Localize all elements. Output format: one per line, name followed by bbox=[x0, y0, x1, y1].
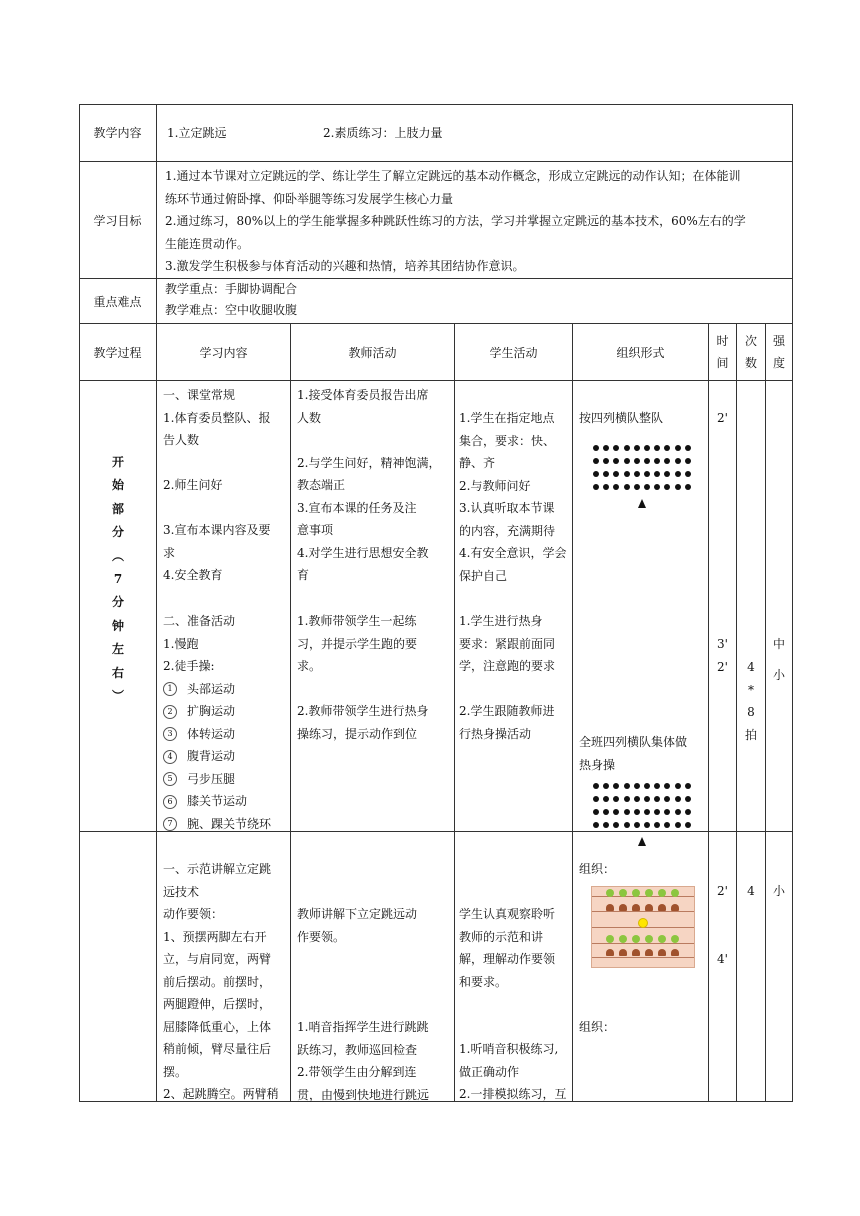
text-line: 摆。 bbox=[163, 1064, 188, 1079]
start-organization-cell bbox=[573, 381, 709, 832]
student-dot bbox=[644, 783, 650, 789]
text-line: 2.教师带领学生进行热身 bbox=[297, 704, 429, 718]
text-line: 2.与学生问好，精神饱满， bbox=[297, 455, 441, 470]
student-dot bbox=[685, 484, 691, 490]
goals-line: 生能连贯动作。 bbox=[165, 236, 250, 251]
student-dot bbox=[593, 458, 599, 464]
student-dot bbox=[675, 445, 681, 451]
lesson-plan-table bbox=[79, 104, 793, 1102]
exercise-item bbox=[163, 745, 271, 768]
text-line: 教师的示范和讲 bbox=[459, 929, 544, 944]
header-learning bbox=[157, 324, 291, 381]
student-dot bbox=[675, 458, 681, 464]
goals-line: 练环节通过俯卧撑、仰卧举腿等练习发展学生核心力量 bbox=[165, 191, 454, 206]
student-dot bbox=[603, 783, 609, 789]
goals-label-cell bbox=[79, 162, 157, 279]
exercise-label: 弓步压腿 bbox=[187, 771, 236, 786]
teacher-triangle-icon bbox=[638, 499, 646, 508]
practice-field-diagram bbox=[591, 886, 695, 968]
exercise-item bbox=[163, 700, 271, 723]
text-line: 3.宣布本课内容及要 bbox=[163, 523, 271, 537]
count-value: 4 bbox=[747, 884, 755, 898]
exercise-label: 体转运动 bbox=[187, 726, 236, 741]
text-line: 2.师生问好 bbox=[163, 478, 223, 492]
start-learning-cell bbox=[157, 381, 291, 832]
header-time bbox=[709, 324, 737, 381]
text-line: 3.认真听取本节课 bbox=[459, 501, 555, 515]
count-char: 4 bbox=[747, 660, 755, 674]
student-dot bbox=[603, 484, 609, 490]
text-line: 保护自己 bbox=[459, 568, 508, 583]
text-line: 热身操 bbox=[579, 757, 616, 772]
text-line: 1.学生在指定地点 bbox=[459, 411, 555, 425]
heart-student-icon bbox=[619, 949, 627, 956]
text-line: 4.有安全意识，学会 bbox=[459, 546, 567, 560]
basic-organization-cell bbox=[573, 832, 709, 1102]
heart-student-icon bbox=[671, 949, 679, 956]
green-student-icon bbox=[632, 889, 640, 897]
student-dot bbox=[664, 471, 670, 477]
green-student-icon bbox=[619, 889, 627, 897]
basic-learning-text bbox=[163, 858, 279, 1106]
basic-intensity-cell bbox=[766, 832, 793, 1102]
heart-student-icon bbox=[658, 949, 666, 956]
student-dot bbox=[613, 484, 619, 490]
content-item-1: 1.立定跳远 bbox=[167, 126, 227, 140]
label-char: ︶ bbox=[111, 689, 124, 704]
exercise-label: 头部运动 bbox=[187, 681, 236, 696]
student-dot bbox=[664, 445, 670, 451]
label-char: 分 bbox=[111, 525, 124, 540]
green-student-icon bbox=[658, 889, 666, 897]
header-count-char: 数 bbox=[744, 356, 757, 370]
student-dot bbox=[654, 809, 660, 815]
text-line: 4.安全教育 bbox=[163, 568, 223, 582]
student-dot bbox=[685, 796, 691, 802]
start-intensity-cell bbox=[766, 381, 793, 832]
text-line: 意事项 bbox=[297, 523, 334, 537]
text-line: 前后摆动。前摆时， bbox=[163, 974, 272, 989]
formation-diagram bbox=[593, 445, 693, 493]
circled-number: 2 bbox=[163, 705, 177, 719]
label-char: 左 bbox=[111, 642, 124, 657]
text-line: 1.学生进行热身 bbox=[459, 614, 543, 628]
green-student-icon bbox=[632, 935, 640, 943]
count-char: 8 bbox=[747, 705, 755, 719]
text-line: 作要领。 bbox=[297, 929, 346, 944]
text-line: 动作要领： bbox=[163, 907, 224, 921]
circled-number: 7 bbox=[163, 817, 177, 831]
student-dot bbox=[664, 809, 670, 815]
student-dot bbox=[675, 783, 681, 789]
student-dot bbox=[593, 796, 599, 802]
time-values bbox=[717, 633, 728, 678]
student-dot bbox=[675, 809, 681, 815]
student-dot bbox=[654, 783, 660, 789]
student-dot bbox=[685, 783, 691, 789]
start-teacher-cell bbox=[291, 381, 455, 832]
green-student-icon bbox=[658, 935, 666, 943]
heart-student-icon bbox=[606, 904, 614, 911]
student-dot bbox=[664, 783, 670, 789]
text-line: 和要求。 bbox=[459, 974, 508, 989]
student-dot bbox=[654, 796, 660, 802]
text-line: 告人数 bbox=[163, 433, 200, 447]
header-organization-label: 组织形式 bbox=[616, 345, 665, 360]
green-student-icon bbox=[645, 935, 653, 943]
student-dot bbox=[634, 484, 640, 490]
start-section-label bbox=[79, 451, 157, 708]
basic-student-cell bbox=[455, 832, 573, 1102]
student-dot bbox=[593, 484, 599, 490]
count-char: 拍 bbox=[744, 727, 757, 742]
header-time-char: 时 bbox=[716, 334, 729, 348]
student-dot bbox=[624, 445, 630, 451]
keypoints-text bbox=[165, 279, 297, 321]
time-value: 2' bbox=[717, 411, 728, 425]
label-char: 部 bbox=[111, 501, 124, 516]
content-item-2: 2.素质练习：上肢力量 bbox=[323, 126, 443, 140]
student-dot bbox=[603, 471, 609, 477]
student-dot bbox=[685, 445, 691, 451]
text-line: 一、示范讲解立定跳 bbox=[163, 862, 272, 876]
student-dot bbox=[675, 471, 681, 477]
keypoints-label: 重点难点 bbox=[93, 294, 142, 309]
student-dot bbox=[613, 783, 619, 789]
label-char: 7 bbox=[113, 572, 123, 587]
student-dot bbox=[644, 458, 650, 464]
student-dot bbox=[613, 458, 619, 464]
time-value: 2' bbox=[717, 659, 728, 674]
heart-student-icon bbox=[606, 949, 614, 956]
time-value: 3' bbox=[717, 637, 728, 651]
basic-student-top bbox=[459, 903, 555, 993]
header-intensity-char: 强 bbox=[772, 334, 785, 348]
student-dot bbox=[644, 822, 650, 828]
text-line: 教师讲解下立定跳远动 bbox=[297, 907, 418, 921]
text-line: 1.教师带领学生一起练 bbox=[297, 614, 417, 628]
count-values bbox=[737, 656, 765, 746]
circled-number: 6 bbox=[163, 795, 177, 809]
text-line: 2.与教师问好 bbox=[459, 478, 531, 493]
intensity-value: 小 bbox=[772, 884, 785, 898]
start-count-cell bbox=[737, 381, 766, 832]
difficulty-point: 教学难点：空中收腿收腹 bbox=[165, 303, 298, 317]
label-char: 始 bbox=[111, 478, 124, 493]
student-dot bbox=[593, 809, 599, 815]
student-dot bbox=[613, 445, 619, 451]
student-dot bbox=[685, 458, 691, 464]
text-line bbox=[163, 497, 270, 520]
student-dot bbox=[613, 471, 619, 477]
basic-count-cell bbox=[737, 832, 766, 1102]
org-bottom-label bbox=[579, 731, 687, 776]
basic-time-cell bbox=[709, 832, 737, 1102]
circled-number: 4 bbox=[163, 750, 177, 764]
text-line bbox=[459, 678, 555, 701]
text-line: 2.学生跟随教师进 bbox=[459, 704, 555, 718]
intensity-value bbox=[766, 633, 792, 686]
green-student-icon bbox=[645, 889, 653, 897]
text-line: 4.对学生进行思想安全教 bbox=[297, 545, 429, 560]
exercise-label: 膝关节运动 bbox=[187, 794, 248, 808]
student-dot bbox=[685, 809, 691, 815]
green-student-icon bbox=[619, 935, 627, 943]
student-dot bbox=[603, 458, 609, 464]
content-label: 教学内容 bbox=[93, 126, 142, 140]
header-student-label: 学生活动 bbox=[489, 345, 538, 360]
student-dot bbox=[664, 484, 670, 490]
header-teacher-label: 教师活动 bbox=[348, 345, 397, 360]
exercise-label: 扩胸运动 bbox=[187, 704, 236, 718]
student-dot bbox=[675, 484, 681, 490]
student-dot bbox=[613, 809, 619, 815]
label-char: 钟 bbox=[111, 618, 124, 633]
text-line: 2.一排模拟练习，互 bbox=[459, 1087, 567, 1101]
text-line: 远技术 bbox=[163, 884, 200, 899]
text-line: 行热身操活动 bbox=[459, 726, 532, 741]
basic-teacher-bottom bbox=[297, 1016, 429, 1106]
text-line: 习，并提示学生跑的要 bbox=[297, 636, 418, 651]
student-dot bbox=[675, 822, 681, 828]
text-line: 要求：紧跟前面同 bbox=[459, 636, 556, 651]
basic-teacher-top bbox=[297, 903, 417, 948]
heart-student-icon bbox=[658, 904, 666, 911]
green-student-icon bbox=[606, 889, 614, 897]
header-intensity-char: 度 bbox=[772, 356, 785, 370]
student-dot bbox=[624, 809, 630, 815]
text-line: 立，与肩同宽，两臂 bbox=[163, 952, 272, 966]
basic-teacher-cell bbox=[291, 832, 455, 1102]
time-value: 4' bbox=[717, 952, 728, 966]
student-dot bbox=[644, 809, 650, 815]
student-dot bbox=[593, 822, 599, 828]
exercise-item bbox=[163, 678, 271, 701]
teacher-marker-icon bbox=[638, 918, 648, 928]
start-teacher-top bbox=[297, 384, 440, 587]
basic-learning-cell bbox=[157, 832, 291, 1102]
label-char: 开 bbox=[111, 455, 124, 469]
text-line: 静、齐 bbox=[459, 456, 496, 470]
text-line: 教态端正 bbox=[297, 478, 346, 492]
text-line bbox=[163, 452, 270, 475]
start-student-top bbox=[459, 407, 566, 587]
exercise-item bbox=[163, 723, 271, 746]
student-dot bbox=[634, 822, 640, 828]
time-value: 2' bbox=[717, 884, 728, 898]
student-dot bbox=[664, 458, 670, 464]
circled-number: 1 bbox=[163, 682, 177, 696]
student-dot bbox=[593, 471, 599, 477]
header-teacher bbox=[291, 324, 455, 381]
text-line: 全班四列横队集体做 bbox=[579, 735, 688, 749]
student-dot bbox=[603, 796, 609, 802]
start-student-bottom bbox=[459, 610, 555, 745]
text-line: 求。 bbox=[297, 659, 322, 673]
header-time-char: 间 bbox=[716, 356, 729, 370]
student-dot bbox=[624, 458, 630, 464]
goals-label: 学习目标 bbox=[93, 213, 142, 228]
text-line: 跃练习，教师巡回检查 bbox=[297, 1042, 418, 1057]
text-line: 屈膝降低重心，上体 bbox=[163, 1019, 272, 1034]
start-learning-bottom bbox=[163, 610, 271, 835]
circled-number: 5 bbox=[163, 772, 177, 786]
field-line bbox=[592, 957, 694, 958]
text-line: 1.慢跑 bbox=[163, 636, 199, 651]
heart-student-icon bbox=[645, 949, 653, 956]
text-line: 一、课堂常规 bbox=[163, 388, 236, 402]
header-process-label: 教学过程 bbox=[93, 345, 142, 360]
student-dot bbox=[603, 809, 609, 815]
text-line: 2.徒手操: bbox=[163, 659, 215, 673]
student-dot bbox=[654, 445, 660, 451]
student-dot bbox=[644, 471, 650, 477]
start-student-cell bbox=[455, 381, 573, 832]
student-dot bbox=[685, 822, 691, 828]
student-dot bbox=[634, 783, 640, 789]
text-line: 1.哨音指挥学生进行跳跳 bbox=[297, 1020, 429, 1034]
student-dot bbox=[644, 445, 650, 451]
goals-line: 2.通过练习，80%以上的学生能掌握多种跳跃性练习的方法，学习并掌握立定跳远的基本技术，60%左右的学 bbox=[165, 214, 746, 228]
goals-text bbox=[165, 165, 746, 278]
student-dot bbox=[664, 822, 670, 828]
green-student-icon bbox=[606, 935, 614, 943]
student-dot bbox=[634, 809, 640, 815]
text-line: 1.体育委员整队、报 bbox=[163, 410, 271, 425]
text-line bbox=[297, 429, 440, 452]
text-line: 集合，要求：快、 bbox=[459, 433, 556, 448]
key-point: 教学重点：手脚协调配合 bbox=[165, 282, 298, 296]
label-char: 右 bbox=[111, 665, 124, 680]
header-student bbox=[455, 324, 573, 381]
text-line: 3.宣布本课的任务及注 bbox=[297, 500, 417, 515]
student-dot bbox=[624, 822, 630, 828]
formation-diagram bbox=[593, 783, 693, 831]
text-line: 学，注意跑的要求 bbox=[459, 659, 556, 673]
start-teacher-bottom bbox=[297, 610, 428, 745]
header-organization bbox=[573, 324, 709, 381]
label-char: ︵ bbox=[111, 548, 124, 563]
student-dot bbox=[624, 471, 630, 477]
intensity-char: 中 bbox=[772, 637, 785, 651]
count-char: * bbox=[748, 682, 754, 697]
exercise-label: 腹背运动 bbox=[187, 749, 236, 763]
text-line: 两腿蹬伸，后摆时， bbox=[163, 997, 272, 1011]
text-line: 贯，由慢到快地进行跳远 bbox=[297, 1087, 430, 1102]
student-dot bbox=[613, 796, 619, 802]
circled-number: 3 bbox=[163, 727, 177, 741]
start-learning-top bbox=[163, 384, 270, 587]
heart-student-icon bbox=[645, 904, 653, 911]
student-dot bbox=[654, 822, 660, 828]
goals-value-cell bbox=[157, 162, 793, 279]
student-dot bbox=[593, 445, 599, 451]
student-dot bbox=[624, 484, 630, 490]
text-line: 稍前倾，臂尽量往后 bbox=[163, 1042, 272, 1056]
basic-student-bottom bbox=[459, 1038, 566, 1106]
org-label: 组织： bbox=[579, 862, 616, 876]
student-dot bbox=[603, 445, 609, 451]
text-line bbox=[297, 678, 428, 701]
student-dot bbox=[654, 484, 660, 490]
start-time-cell bbox=[709, 381, 737, 832]
student-dot bbox=[634, 796, 640, 802]
student-dot bbox=[654, 471, 660, 477]
start-section-label-cell bbox=[79, 381, 157, 832]
student-dot bbox=[644, 796, 650, 802]
text-line: 操练习，提示动作到位 bbox=[297, 726, 418, 741]
text-line: 人数 bbox=[297, 410, 322, 425]
student-dot bbox=[634, 445, 640, 451]
field-line bbox=[592, 943, 694, 944]
label-char: 分 bbox=[111, 595, 124, 610]
content-label-cell bbox=[79, 104, 157, 162]
intensity-char: 小 bbox=[772, 667, 785, 682]
header-count-char: 次 bbox=[744, 334, 757, 348]
green-student-icon bbox=[671, 889, 679, 897]
spacer bbox=[766, 656, 792, 664]
student-dot bbox=[634, 471, 640, 477]
exercise-label: 腕、踝关节绕环 bbox=[187, 816, 272, 831]
text-line: 做正确动作 bbox=[459, 1064, 520, 1079]
goals-line: 1.通过本节课对立定跳远的学、练让学生了解立定跳远的基本动作概念，形成立定跳远的动作认知；在体能训 bbox=[165, 169, 741, 183]
heart-student-icon bbox=[619, 904, 627, 911]
student-dot bbox=[624, 783, 630, 789]
text-line: 1、预摆两脚左右开 bbox=[163, 929, 267, 944]
text-line: 1.接受体育委员报告出席 bbox=[297, 388, 429, 402]
student-dot bbox=[593, 783, 599, 789]
text-line: 2.带领学生由分解到连 bbox=[297, 1065, 417, 1079]
text-line: 的内容，充满期待 bbox=[459, 523, 556, 538]
keypoints-label-cell bbox=[79, 279, 157, 324]
exercise-item bbox=[163, 790, 271, 813]
header-intensity bbox=[766, 324, 793, 381]
student-dot bbox=[654, 458, 660, 464]
text-line: 解，理解动作要领 bbox=[459, 952, 556, 966]
student-dot bbox=[644, 484, 650, 490]
keypoints-value-cell bbox=[157, 279, 793, 324]
text-line: 2、起跳腾空。两臂稍 bbox=[163, 1087, 279, 1101]
basic-section-label-cell bbox=[79, 832, 157, 1102]
student-dot bbox=[613, 822, 619, 828]
org-label: 组织： bbox=[579, 1020, 616, 1034]
student-dot bbox=[685, 471, 691, 477]
heart-student-icon bbox=[671, 904, 679, 911]
student-dot bbox=[675, 796, 681, 802]
student-dot bbox=[634, 458, 640, 464]
heart-student-icon bbox=[632, 949, 640, 956]
text-line: 1.听哨音积极练习, bbox=[459, 1042, 559, 1056]
student-dot bbox=[603, 822, 609, 828]
content-value-cell bbox=[157, 104, 793, 162]
field-line bbox=[592, 911, 694, 912]
exercise-item bbox=[163, 768, 271, 791]
header-count bbox=[737, 324, 766, 381]
text-line: 学生认真观察聆听 bbox=[459, 907, 556, 921]
org-top-label: 按四列横队整队 bbox=[579, 411, 664, 425]
heart-student-icon bbox=[632, 904, 640, 911]
header-process bbox=[79, 324, 157, 381]
text-line: 求 bbox=[163, 545, 176, 560]
student-dot bbox=[624, 796, 630, 802]
green-student-icon bbox=[671, 935, 679, 943]
header-learning-label: 学习内容 bbox=[199, 345, 248, 360]
goals-line: 3.激发学生积极参与体育活动的兴趣和热情，培养其团结协作意识。 bbox=[165, 259, 525, 273]
text-line: 育 bbox=[297, 568, 310, 582]
text-line: 二、准备活动 bbox=[163, 614, 236, 628]
student-dot bbox=[664, 796, 670, 802]
